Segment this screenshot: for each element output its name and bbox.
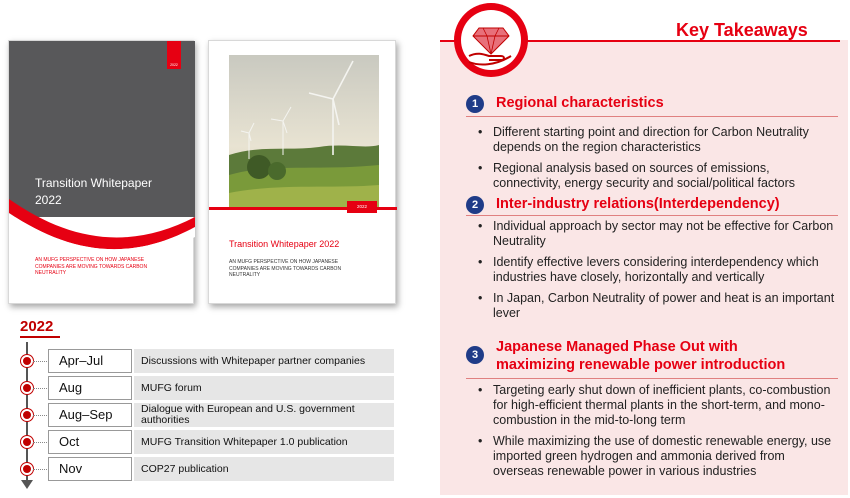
section-rule bbox=[466, 378, 838, 379]
section-title-phase-out-line2: maximizing renewable power introduction bbox=[496, 357, 786, 373]
list-item: • Different starting point and direction for Carbon Neutrality depends on the region characteristics bbox=[478, 125, 838, 155]
timeline-row bbox=[0, 430, 400, 454]
timeline-event: Dialogue with European and U.S. government authorities bbox=[134, 403, 394, 427]
list-item: • Individual approach by sector may not be effective for Carbon Neutrality bbox=[478, 219, 838, 249]
timeline-connector bbox=[33, 415, 47, 416]
list-item: • In Japan, Carbon Neutrality of power and heat is an important lever bbox=[478, 291, 838, 321]
timeline-row bbox=[0, 349, 400, 373]
section-title-phase-out-line1: Japanese Managed Phase Out with bbox=[496, 339, 738, 355]
section-number-badge: 1 bbox=[466, 95, 484, 113]
list-item: • Regional analysis based on sources of emissions, connectivity, energy security and social/political factors bbox=[478, 161, 838, 191]
cover-title: Transition Whitepaper 2022 bbox=[35, 176, 152, 207]
section-bullets-regional bbox=[478, 125, 838, 197]
timeline-dot-icon bbox=[21, 355, 33, 367]
section-title-inter-industry: Inter-industry relations(Interdependency) bbox=[496, 196, 780, 212]
timeline-dot-icon bbox=[21, 463, 33, 475]
timeline-month: Aug–Sep bbox=[48, 403, 132, 427]
timeline-year-underline bbox=[20, 336, 60, 338]
wind-turbine-photo bbox=[229, 55, 379, 207]
cover-year-tag: 2022 bbox=[167, 41, 181, 69]
timeline-connector bbox=[33, 469, 47, 470]
panel-title: Key Takeaways bbox=[676, 20, 808, 40]
section-bullets-phase-out bbox=[478, 383, 838, 485]
timeline-month: Apr–Jul bbox=[48, 349, 132, 373]
section-rule bbox=[466, 116, 838, 117]
cover-subtitle: AN MUFG PERSPECTIVE ON HOW JAPANESE COMPANIES ARE MOVING TOWARDS CARBON NEUTRALITY bbox=[229, 259, 342, 278]
timeline-event: MUFG Transition Whitepaper 1.0 publication bbox=[134, 430, 394, 454]
section-number-badge: 2 bbox=[466, 196, 484, 214]
timeline-connector bbox=[33, 442, 47, 443]
timeline-dot-icon bbox=[21, 409, 33, 421]
list-item: • Targeting early shut down of inefficient plants, co-combustion for high-efficient thermal plants in the short-term, and mono-combustion in the mid-to-long term bbox=[478, 383, 838, 428]
cover-title: Transition Whitepaper 2022 bbox=[229, 239, 340, 249]
timeline-month: Aug bbox=[48, 376, 132, 400]
timeline-arrow-icon bbox=[21, 480, 33, 489]
cover-year-tag: 2022 bbox=[347, 201, 377, 213]
timeline-connector bbox=[33, 388, 47, 389]
cover-subtitle: AN MUFG PERSPECTIVE ON HOW JAPANESE COMPANIES ARE MOVING TOWARDS CARBON NEUTRALITY bbox=[35, 257, 148, 276]
section-bullets-inter-industry bbox=[478, 219, 838, 327]
timeline-row bbox=[0, 457, 400, 481]
timeline-month: Oct bbox=[48, 430, 132, 454]
section-number-badge: 3 bbox=[466, 346, 484, 364]
timeline-row bbox=[0, 403, 400, 427]
diamond-hand-logo-icon bbox=[454, 3, 528, 77]
whitepaper-cover-photo bbox=[208, 40, 396, 304]
timeline-dot-icon bbox=[21, 382, 33, 394]
timeline-event: Discussions with Whitepaper partner companies bbox=[134, 349, 394, 373]
timeline-event: COP27 publication bbox=[134, 457, 394, 481]
list-item: • While maximizing the use of domestic renewable energy, use imported green hydrogen and ammonia derived from overseas renewable power in various industries bbox=[478, 434, 838, 479]
list-item: • Identify effective levers considering interdependency which industries have closely, horizontally and vertically bbox=[478, 255, 838, 285]
section-rule bbox=[466, 215, 838, 216]
timeline-connector bbox=[33, 361, 47, 362]
timeline-row bbox=[0, 376, 400, 400]
timeline-dot-icon bbox=[21, 436, 33, 448]
timeline-year: 2022 bbox=[20, 318, 54, 335]
timeline-event: MUFG forum bbox=[134, 376, 394, 400]
whitepaper-cover-plain bbox=[8, 40, 194, 304]
timeline-month: Nov bbox=[48, 457, 132, 481]
section-title-regional: Regional characteristics bbox=[496, 95, 664, 111]
